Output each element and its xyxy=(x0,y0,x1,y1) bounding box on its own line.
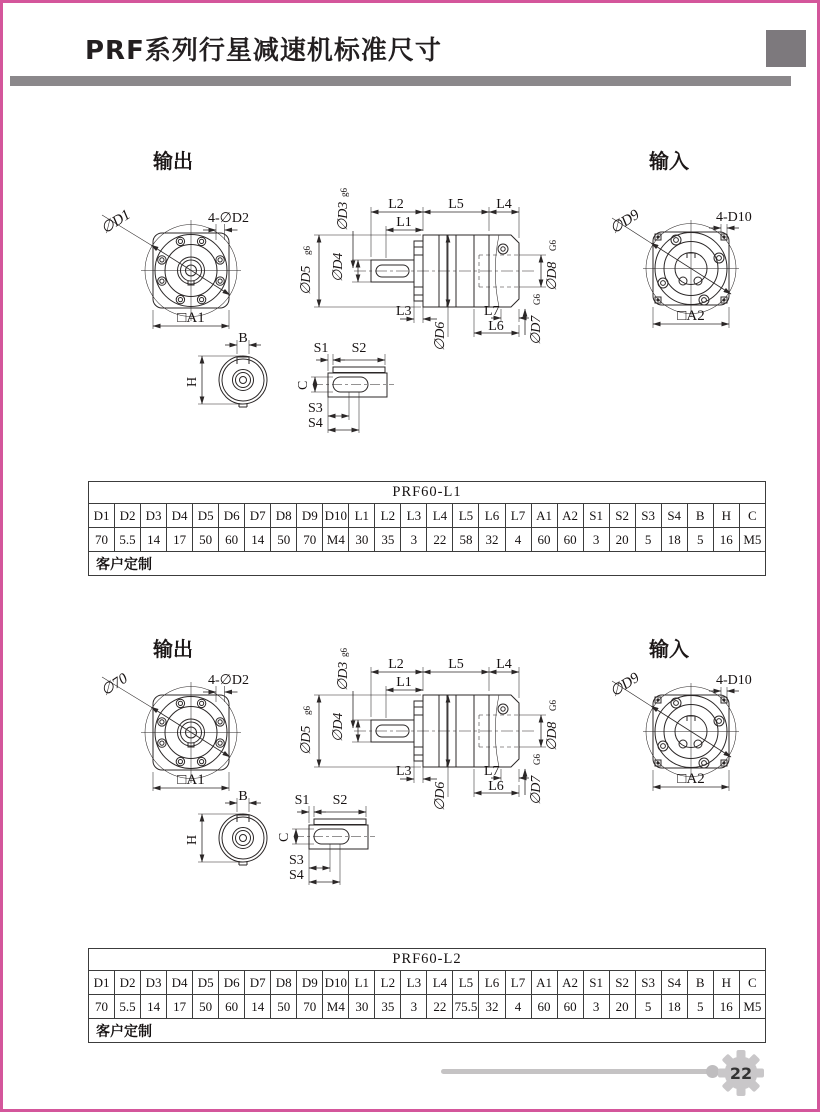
column-header: L5 xyxy=(453,971,479,995)
column-header: L1 xyxy=(349,504,375,528)
column-header: L4 xyxy=(427,504,453,528)
table-cell: 32 xyxy=(479,995,505,1019)
keyway-body xyxy=(294,819,375,849)
dim-label-l4: L4 xyxy=(496,197,512,212)
side-section-drawing xyxy=(296,185,571,350)
dim-label-l2: L2 xyxy=(388,197,404,212)
dim-fit-d8: G6 xyxy=(548,700,558,711)
table-cell: 5 xyxy=(687,995,713,1019)
table-cell: 35 xyxy=(375,995,401,1019)
dimension-table xyxy=(88,481,766,576)
dim-label-d7: ∅D7 xyxy=(529,775,544,805)
dim-label-4d10: 4-D10 xyxy=(716,210,752,225)
column-header: H xyxy=(713,971,739,995)
table-footer-row xyxy=(89,552,766,576)
table-cell: 60 xyxy=(531,528,557,552)
output-flange-drawing xyxy=(89,660,274,795)
dim-label-d3: ∅D3 xyxy=(336,201,351,231)
input-view-label: 输入 xyxy=(649,149,689,173)
dim-label-s1: S1 xyxy=(313,341,329,356)
table-cell: 14 xyxy=(245,995,271,1019)
dim-label-s2: S2 xyxy=(332,793,348,808)
column-header: D8 xyxy=(271,971,297,995)
dim-label-d3: ∅D3 xyxy=(336,661,351,691)
table-cell: 3 xyxy=(583,528,609,552)
column-header: L4 xyxy=(427,971,453,995)
dim-label-4d2: 4-∅D2 xyxy=(208,211,249,226)
table-header-row xyxy=(89,971,766,995)
column-header: B xyxy=(687,971,713,995)
keyway-detail-drawing xyxy=(291,336,401,436)
table-cell: 30 xyxy=(349,528,375,552)
table-cell: 3 xyxy=(401,528,427,552)
dim-fit-d7: G6 xyxy=(532,754,542,765)
table-cell: 60 xyxy=(219,528,245,552)
table-cell: 50 xyxy=(193,528,219,552)
table-cell: M5 xyxy=(739,528,765,552)
output-view-label: 输出 xyxy=(153,637,193,661)
dim-label-c: C xyxy=(277,832,292,842)
dim-fit-d8: G6 xyxy=(548,240,558,251)
table-cell: 32 xyxy=(479,528,505,552)
table-cell: 5.5 xyxy=(115,528,141,552)
column-header: L3 xyxy=(401,504,427,528)
dim-fit-d5: g6 xyxy=(302,706,312,715)
table-cell: 60 xyxy=(557,528,583,552)
table-cell: 3 xyxy=(583,995,609,1019)
input-flange-drawing xyxy=(599,663,769,803)
column-header: L2 xyxy=(375,971,401,995)
dim-label-a1: □A1 xyxy=(177,772,205,788)
column-header: S1 xyxy=(583,971,609,995)
column-header: D7 xyxy=(245,971,271,995)
dim-label-d5: ∅D5 xyxy=(299,265,314,295)
column-header: D5 xyxy=(193,971,219,995)
table-cell: 30 xyxy=(349,995,375,1019)
keyway-body xyxy=(313,367,394,397)
table-cell: M4 xyxy=(323,528,349,552)
column-header: S2 xyxy=(609,971,635,995)
dim-label-d9: ∅D9 xyxy=(607,206,643,238)
table-cell: 60 xyxy=(219,995,245,1019)
dim-label-d8: ∅D8 xyxy=(545,721,560,751)
table-value-row xyxy=(89,528,766,552)
dim-label-l5: L5 xyxy=(448,657,464,672)
drawing-section xyxy=(3,628,817,1068)
column-header: L3 xyxy=(401,971,427,995)
table-cell: 5 xyxy=(687,528,713,552)
table-cell: M4 xyxy=(323,995,349,1019)
table-cell: 20 xyxy=(609,528,635,552)
column-header: L6 xyxy=(479,504,505,528)
column-header: D4 xyxy=(167,504,193,528)
dim-label-s1: S1 xyxy=(294,793,310,808)
dim-fit-d3: g6 xyxy=(339,648,349,657)
shaft-end-detail-drawing xyxy=(186,790,281,870)
column-header: C xyxy=(739,971,765,995)
dim-label-l2: L2 xyxy=(388,657,404,672)
dim-label-d6: ∅D6 xyxy=(433,321,448,351)
column-header: L6 xyxy=(479,971,505,995)
dim-label-l4: L4 xyxy=(496,657,512,672)
table-footer: 客户定制 xyxy=(89,1019,766,1043)
shaft-end-dimensions xyxy=(198,340,261,404)
column-header: D1 xyxy=(89,971,115,995)
column-header: L5 xyxy=(453,504,479,528)
dim-label-l3: L3 xyxy=(396,764,412,779)
table-cell: 58 xyxy=(453,528,479,552)
column-header: D10 xyxy=(323,504,349,528)
table-cell: 14 xyxy=(141,528,167,552)
table-title: PRF60-L2 xyxy=(89,949,766,971)
table-cell: 17 xyxy=(167,995,193,1019)
column-header: S1 xyxy=(583,504,609,528)
table-cell: 17 xyxy=(167,528,193,552)
output-view-label: 输出 xyxy=(153,149,193,173)
dim-fit-d3: g6 xyxy=(339,188,349,197)
dim-label-s3: S3 xyxy=(289,853,304,868)
shaft-end-body xyxy=(219,356,267,407)
side-section-drawing xyxy=(296,645,571,810)
table-cell: 70 xyxy=(297,995,323,1019)
table-cell: 5 xyxy=(635,995,661,1019)
input-view-label: 输入 xyxy=(649,637,689,661)
input-flange-drawing xyxy=(599,200,769,340)
table-cell: 14 xyxy=(245,528,271,552)
dim-label-4d2: 4-∅D2 xyxy=(208,673,249,688)
dim-label-l7: L7 xyxy=(484,304,500,319)
table-cell: 14 xyxy=(141,995,167,1019)
dim-label-d1: ∅D1 xyxy=(98,206,134,238)
dim-label-s2: S2 xyxy=(351,341,367,356)
table-title: PRF60-L1 xyxy=(89,482,766,504)
table-header-row xyxy=(89,504,766,528)
page-number-gear-icon xyxy=(716,1048,766,1098)
table-cell: 60 xyxy=(531,995,557,1019)
dim-label-a2: □A2 xyxy=(677,771,705,787)
dim-label-d9: ∅D9 xyxy=(607,669,643,701)
table-cell: 4 xyxy=(505,528,531,552)
column-header: A1 xyxy=(531,971,557,995)
dim-label-d4: ∅D4 xyxy=(331,252,346,282)
column-header: B xyxy=(687,504,713,528)
column-header: L7 xyxy=(505,504,531,528)
column-header: H xyxy=(713,504,739,528)
dim-label-d4: ∅D4 xyxy=(331,712,346,742)
table-cell: 18 xyxy=(661,995,687,1019)
table-cell: 5.5 xyxy=(115,995,141,1019)
table-cell: 70 xyxy=(89,528,115,552)
dim-label-l5: L5 xyxy=(448,197,464,212)
shaft-end-detail-drawing xyxy=(186,332,281,412)
column-header: D6 xyxy=(219,504,245,528)
column-header: D9 xyxy=(297,504,323,528)
dim-label-h: H xyxy=(185,376,200,387)
table-cell: 16 xyxy=(713,995,739,1019)
table-cell: 3 xyxy=(401,995,427,1019)
column-header: L1 xyxy=(349,971,375,995)
column-header: D3 xyxy=(141,971,167,995)
dimension-table xyxy=(88,948,766,1043)
table-cell: 20 xyxy=(609,995,635,1019)
column-header: D1 xyxy=(89,504,115,528)
column-header: D5 xyxy=(193,504,219,528)
column-header: A2 xyxy=(557,971,583,995)
column-header: S4 xyxy=(661,971,687,995)
table-value-row xyxy=(89,995,766,1019)
dim-label-l1: L1 xyxy=(396,675,412,690)
header-accent-square xyxy=(766,30,806,67)
dim-label-d8: ∅D8 xyxy=(545,261,560,291)
shaft-end-dimensions xyxy=(198,798,261,862)
table-cell: 50 xyxy=(271,995,297,1019)
table-cell: 5 xyxy=(635,528,661,552)
column-header: D3 xyxy=(141,504,167,528)
column-header: D2 xyxy=(115,504,141,528)
dim-label-c: C xyxy=(296,380,311,390)
dim-label-4d10: 4-D10 xyxy=(716,673,752,688)
dim-label-b: B xyxy=(238,331,248,346)
column-header: L2 xyxy=(375,504,401,528)
table-title-row xyxy=(89,949,766,971)
dim-label-s4: S4 xyxy=(289,868,304,883)
page-number: 22 xyxy=(729,1064,753,1083)
table-cell: 16 xyxy=(713,528,739,552)
table-cell: 50 xyxy=(271,528,297,552)
column-header: S4 xyxy=(661,504,687,528)
dim-label-a2: □A2 xyxy=(677,308,705,324)
dim-label-d7: ∅D7 xyxy=(529,315,544,345)
column-header: D4 xyxy=(167,971,193,995)
table-title-row xyxy=(89,482,766,504)
dim-label-l6: L6 xyxy=(488,319,504,334)
table-cell: M5 xyxy=(739,995,765,1019)
table-footer: 客户定制 xyxy=(89,552,766,576)
dim-label-l7: L7 xyxy=(484,764,500,779)
dim-label-b: B xyxy=(238,789,248,804)
output-flange-drawing xyxy=(89,198,274,333)
dim-label-d6: ∅D6 xyxy=(433,781,448,811)
header-underline-bar xyxy=(10,76,791,86)
dim-label-d5: ∅D5 xyxy=(299,725,314,755)
column-header: D9 xyxy=(297,971,323,995)
dim-label-h: H xyxy=(185,834,200,845)
shaft-end-body xyxy=(219,814,267,865)
column-header: S3 xyxy=(635,971,661,995)
table-cell: 22 xyxy=(427,528,453,552)
column-header: A2 xyxy=(557,504,583,528)
page-title: PRF系列行星减速机标准尺寸 xyxy=(85,36,442,66)
dim-label-s3: S3 xyxy=(308,401,323,416)
column-header: S3 xyxy=(635,504,661,528)
column-header: D7 xyxy=(245,504,271,528)
table-cell: 70 xyxy=(297,528,323,552)
keyway-detail-drawing xyxy=(272,788,382,888)
table-cell: 4 xyxy=(505,995,531,1019)
table-cell: 70 xyxy=(89,995,115,1019)
drawing-section xyxy=(3,140,817,600)
dim-label-l6: L6 xyxy=(488,779,504,794)
column-header: A1 xyxy=(531,504,557,528)
dim-label-d1: ∅70 xyxy=(98,670,131,700)
dim-label-s4: S4 xyxy=(308,416,323,431)
table-cell: 75.5 xyxy=(453,995,479,1019)
column-header: D10 xyxy=(323,971,349,995)
column-header: C xyxy=(739,504,765,528)
column-header: D6 xyxy=(219,971,245,995)
column-header: L7 xyxy=(505,971,531,995)
column-header: S2 xyxy=(609,504,635,528)
table-cell: 35 xyxy=(375,528,401,552)
dim-label-l3: L3 xyxy=(396,304,412,319)
table-cell: 50 xyxy=(193,995,219,1019)
footer-rule xyxy=(441,1069,713,1074)
dim-fit-d5: g6 xyxy=(302,246,312,255)
column-header: D8 xyxy=(271,504,297,528)
dim-label-a1: □A1 xyxy=(177,310,205,326)
table-cell: 22 xyxy=(427,995,453,1019)
table-footer-row xyxy=(89,1019,766,1043)
dim-label-l1: L1 xyxy=(396,215,412,230)
dim-fit-d7: G6 xyxy=(532,294,542,305)
column-header: D2 xyxy=(115,971,141,995)
table-cell: 60 xyxy=(557,995,583,1019)
table-cell: 18 xyxy=(661,528,687,552)
